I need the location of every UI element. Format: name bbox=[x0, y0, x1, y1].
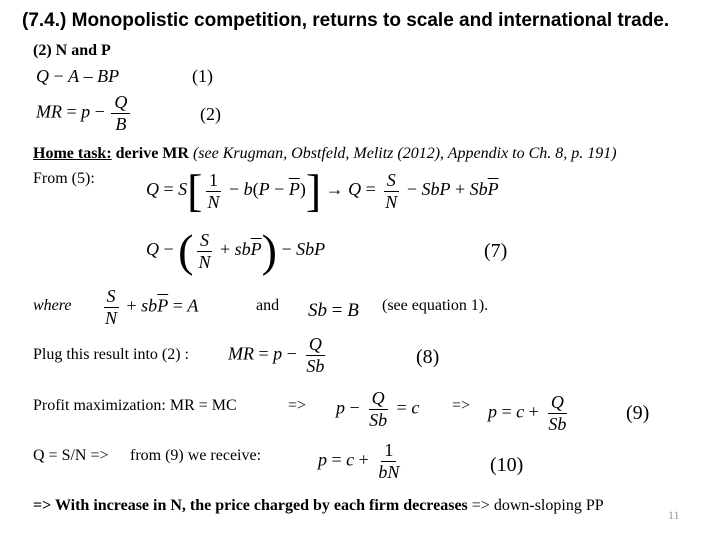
home-task-reference: (see Krugman, Obstfeld, Melitz (2012), Appendix to Ch. 8, p. 191) bbox=[192, 145, 617, 162]
equation-1-number: (1) bbox=[192, 66, 213, 86]
equation-8-number: (8) bbox=[416, 346, 440, 368]
page-number: 11 bbox=[668, 508, 680, 522]
conclusion-line bbox=[33, 497, 604, 515]
profit-maximization-text: Profit maximization: MR = MC bbox=[33, 397, 237, 414]
conclusion-rest: => down-sloping PP bbox=[467, 497, 604, 514]
home-task-text: derive MR bbox=[111, 145, 189, 162]
where-label: where bbox=[33, 297, 72, 314]
equation-7: Q − ( $\frac{S}{N}$ + $sb\overline{P}$) − SbP bbox=[146, 225, 326, 276]
equation-2: MR = p − $\frac{Q}{B}$ bbox=[36, 92, 132, 134]
equation-9-number: (9) bbox=[626, 402, 650, 424]
and-label: and bbox=[256, 297, 280, 314]
equation-9: p = c + $\frac{Q}{Sb}$ bbox=[488, 392, 567, 434]
q-equals-s-over-n: Q = S/N => bbox=[33, 447, 109, 464]
equation-1: Q − A – BP bbox=[36, 66, 120, 86]
equation-7-number: (7) bbox=[484, 240, 508, 262]
equation-2-number: (2) bbox=[200, 104, 221, 124]
equation-8: MR = p − $\frac{Q}{Sb}$ bbox=[228, 334, 325, 376]
home-task-line bbox=[33, 145, 617, 163]
plug-in-text: Plug this result into (2) : bbox=[33, 346, 189, 363]
see-equation-1: (see equation 1). bbox=[382, 297, 489, 314]
equation-10-number: (10) bbox=[490, 454, 524, 476]
from-9-text: from (9) we receive: bbox=[130, 447, 262, 464]
equation-mr-equals-mc: p − $\frac{Q}{Sb}$ = c bbox=[336, 388, 420, 430]
equation-derivation: Q = S[ $\frac{1}{N}$ − $b(P - \overline{P})] \to Q$ = $\frac{S}{N}$ − SbP + $Sb\overline{P}$ bbox=[146, 165, 499, 216]
where-equation: $\frac{S}{N}$ + $sb\overline{P} = A$ bbox=[105, 286, 199, 328]
from-5-label: From (5): bbox=[33, 170, 95, 187]
sb-equals-b-equation: Sb = B bbox=[308, 300, 359, 321]
section-heading: (2) N and P bbox=[33, 42, 111, 59]
page-title: (7.4.) Monopolistic competition, returns to scale and international trade. bbox=[22, 10, 670, 31]
conclusion-bold: => With increase in N, the price charged by each firm decreases bbox=[33, 497, 468, 514]
implies-arrow-1: => bbox=[288, 397, 307, 414]
equation-10: p = c + $\frac{1}{bN}$ bbox=[318, 440, 400, 482]
implies-arrow-2: => bbox=[452, 397, 471, 414]
home-task-label: Home task: bbox=[33, 145, 112, 162]
